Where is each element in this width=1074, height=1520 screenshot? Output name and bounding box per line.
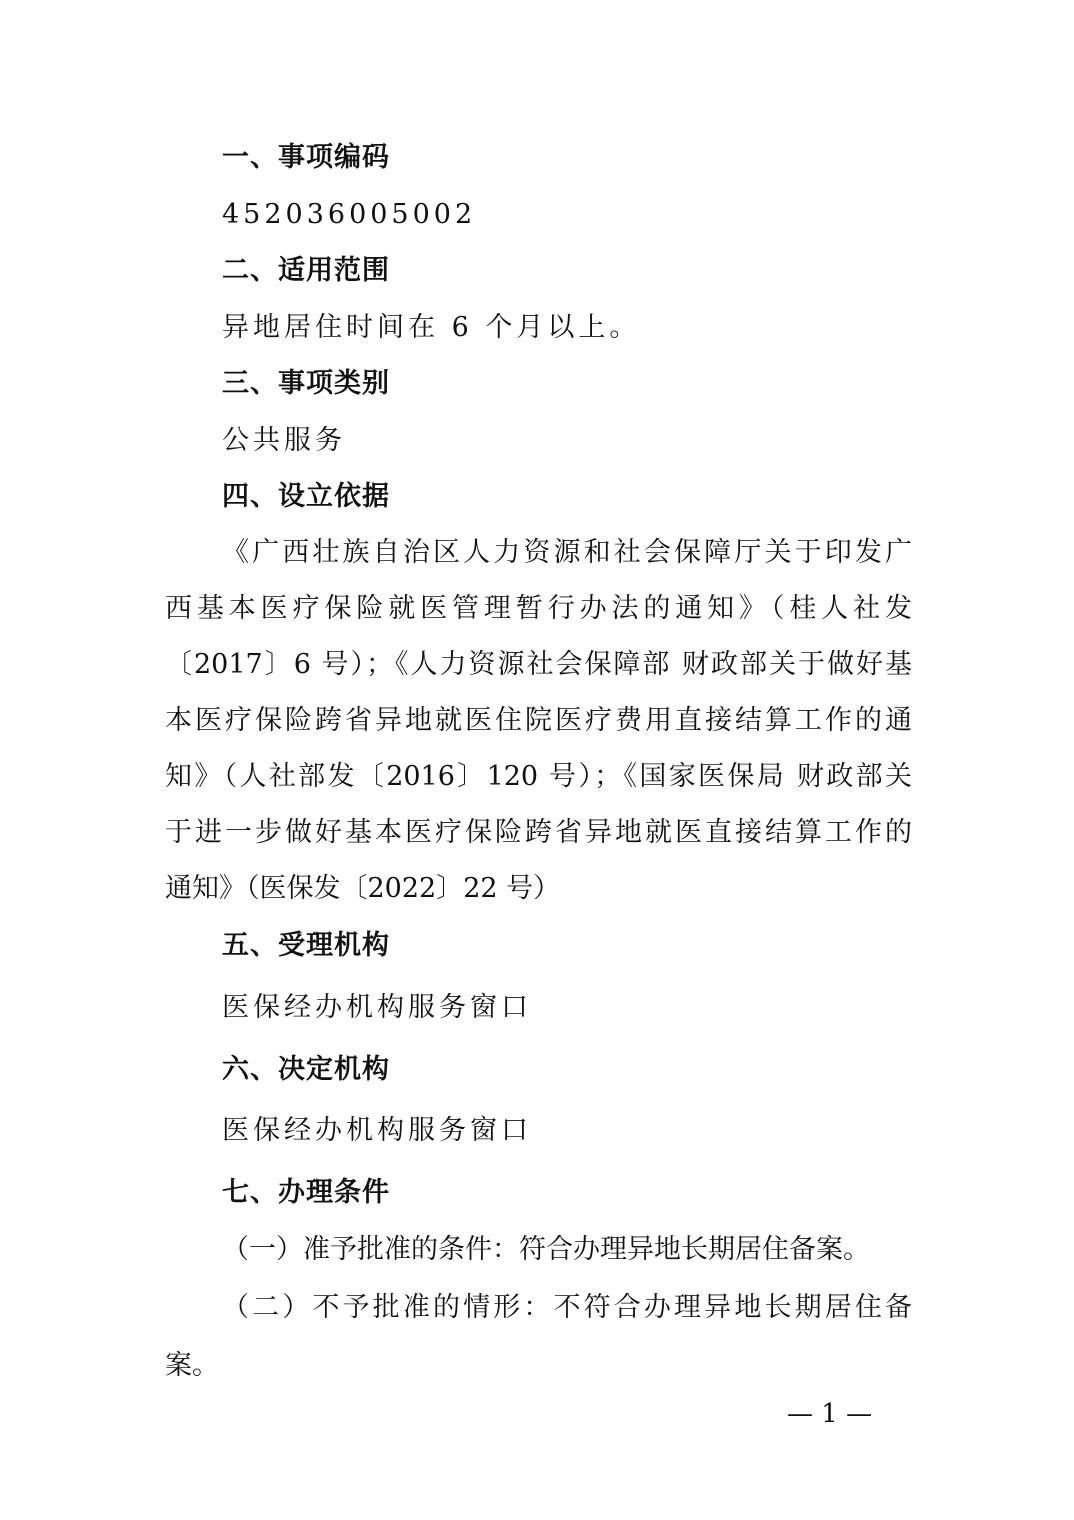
section-heading-legal-basis: 四、设立依据	[222, 481, 390, 512]
page-number: — 1 —	[787, 1399, 873, 1429]
section-heading-deciding-agency: 六、决定机构	[222, 1054, 390, 1085]
category-value: 公共服务	[222, 425, 346, 456]
legal-basis-line: 于进一步做好基本医疗保险跨省异地就医直接结算工作的	[165, 817, 912, 848]
section-heading-conditions: 七、办理条件	[222, 1177, 390, 1208]
condition-approve: （一）准予批准的条件：符合办理异地长期居住备案。	[222, 1234, 870, 1265]
legal-basis-line: 西基本医疗保险就医管理暂行办法的通知》（桂人社发	[165, 593, 912, 624]
section-heading-category: 三、事项类别	[222, 368, 390, 399]
scope-value: 异地居住时间在 6 个月以上。	[222, 312, 641, 343]
item-code-value: 452036005002	[222, 199, 477, 230]
section-heading-scope: 二、适用范围	[222, 255, 390, 286]
legal-basis-line: 通知》（医保发〔2022〕22 号）	[165, 873, 561, 904]
condition-reject-line: （二）不予批准的情形：不符合办理异地长期居住备	[222, 1292, 912, 1323]
deciding-agency-value: 医保经办机构服务窗口	[222, 1115, 532, 1146]
section-heading-accepting-agency: 五、受理机构	[222, 930, 390, 961]
accepting-agency-value: 医保经办机构服务窗口	[222, 992, 532, 1023]
section-heading-item-code: 一、事项编码	[222, 142, 390, 173]
legal-basis-line: 〔2017〕6 号）；《人力资源社会保障部 财政部关于做好基	[165, 649, 912, 680]
legal-basis-line: 本医疗保险跨省异地就医住院医疗费用直接结算工作的通	[165, 705, 912, 736]
condition-reject-line: 案。	[165, 1350, 219, 1381]
legal-basis-line: 知》（人社部发〔2016〕120 号）；《国家医保局 财政部关	[165, 761, 912, 792]
legal-basis-line: 《广西壮族自治区人力资源和社会保障厅关于印发广	[222, 537, 912, 568]
